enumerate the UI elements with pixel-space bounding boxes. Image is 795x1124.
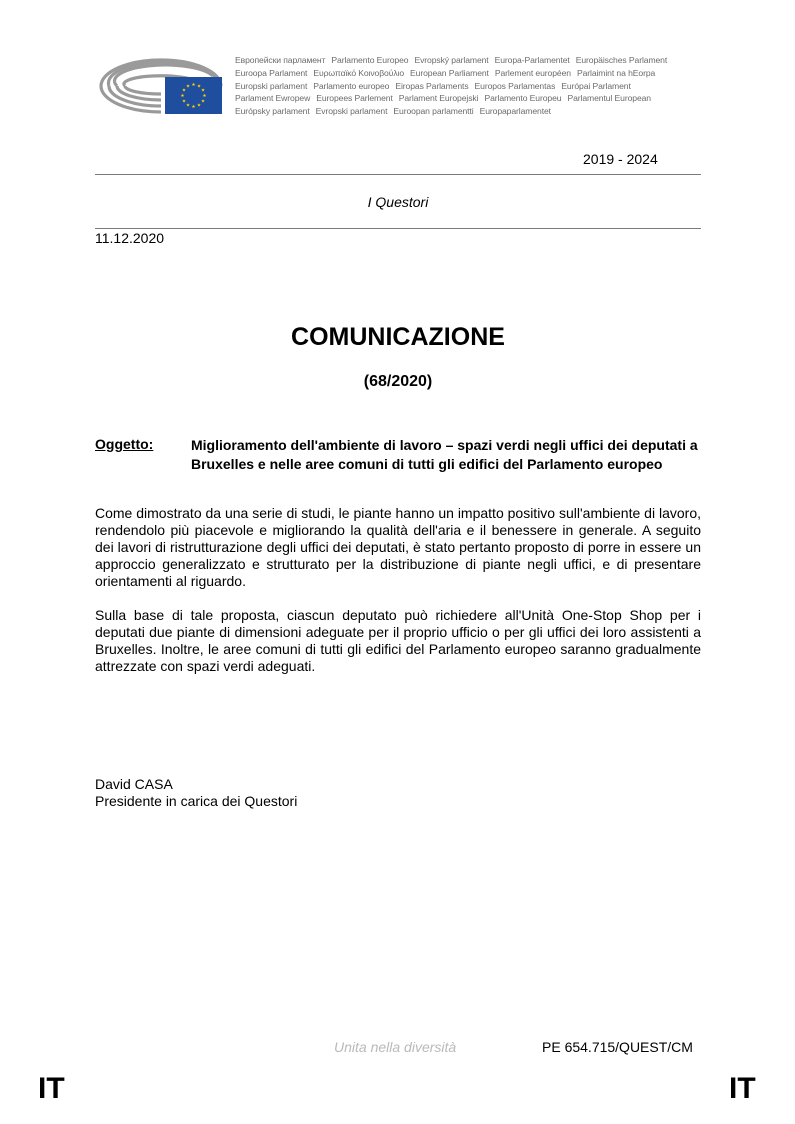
- header-divider-bottom: [95, 228, 701, 229]
- institution-name: Eiropas Parlaments: [395, 80, 469, 91]
- body-paragraph: Come dimostrato da una serie di studi, le piante hanno un impatto positivo sull'ambiente di lavoro, rendendolo più piacevole e migliorando la qualità dell'aria e il benessere in generale. A seguito dei lavori di ristrutturazione degli uffici dei deputati, è stato pertanto proposto di porre in essere un approccio generalizzato e strutturato per la distribuzione di piante negli uffici, e di presentare orientamenti al riguardo.: [95, 505, 701, 589]
- institution-names-line: [235, 105, 705, 118]
- institution-name: Európsky parlament: [235, 106, 310, 117]
- institution-name: European Parliament: [410, 67, 489, 78]
- subject-text: Miglioramento dell'ambiente di lavoro – spazi verdi negli uffici dei deputati a Bruxelles e nelle aree comuni di tutti gli edifici del Parlamento europeo: [191, 437, 698, 472]
- institution-name: Parlaimint na hEorpa: [576, 67, 656, 78]
- institution-name: Parlament Ewropew: [235, 93, 311, 104]
- author-body: I Questori: [367, 194, 429, 210]
- institution-name: Europa-Parlamentet: [494, 55, 570, 65]
- institution-names-line: [235, 67, 705, 80]
- european-parliament-logo-icon: [97, 50, 225, 116]
- institution-name: Parlamentul European: [567, 93, 651, 104]
- institution-name: Euroopa Parlament: [235, 67, 308, 78]
- institution-name: Europaparlamentet: [479, 106, 551, 117]
- document-date: 11.12.2020: [95, 230, 165, 246]
- institution-name: Euroopan parlamentti: [393, 106, 474, 117]
- body-paragraph: Sulla base di tale proposta, ciascun deputato può richiedere all'Unità One-Stop Shop per i deputati due piante di dimensioni adeguate per il proprio ufficio o per gli uffici dei loro assistenti a Bruxelles. Inoltre, le aree comuni di tutti gli edifici del Parlamento europeo saranno gradualmente attrezzate con spazi verdi adeguati.: [95, 607, 701, 674]
- institution-name: Europees Parlement: [316, 93, 393, 104]
- subject-label: Oggetto:: [95, 436, 154, 452]
- institution-name: Parlamento Europeo: [331, 55, 409, 65]
- document-title: COMUNICAZIONE: [291, 323, 505, 351]
- institution-name: Európai Parlament: [561, 80, 631, 91]
- language-code-right: IT: [729, 1072, 756, 1105]
- institution-name: Ευρωπαϊκό Κοινοβούλιο: [313, 67, 405, 78]
- institution-name: Parlamento europeo: [313, 80, 390, 91]
- institution-names-line: [235, 80, 705, 93]
- institution-name: Parlamento Europeu: [484, 93, 562, 104]
- signatory-role: Presidente in carica dei Questori: [95, 793, 298, 809]
- institution-name: Europäisches Parlament: [575, 55, 668, 65]
- institution-name: Europski parlament: [235, 80, 308, 91]
- institution-name: Europos Parlamentas: [474, 80, 556, 91]
- institution-name: Европейски парламент: [235, 55, 326, 65]
- institution-names-line: [235, 54, 705, 67]
- institution-names: [235, 54, 705, 118]
- language-code-left: IT: [38, 1072, 65, 1105]
- header-divider: [95, 174, 701, 175]
- institution-name: Parlement européen: [494, 67, 571, 78]
- institution-name: Parlament Europejski: [398, 93, 479, 104]
- parliamentary-term: 2019 - 2024: [583, 151, 658, 167]
- document-number: (68/2020): [363, 373, 433, 390]
- signatory-name: David CASA: [95, 776, 173, 792]
- signature-block: [95, 776, 297, 810]
- eu-flag-icon: [165, 77, 222, 114]
- document-reference: PE 654.715/QUEST/CM: [542, 1039, 693, 1055]
- institution-names-line: [235, 92, 705, 105]
- eu-motto: Unita nella diversità: [334, 1039, 457, 1055]
- institution-name: Evropský parlament: [414, 55, 489, 65]
- institution-name: Evropski parlament: [315, 106, 388, 117]
